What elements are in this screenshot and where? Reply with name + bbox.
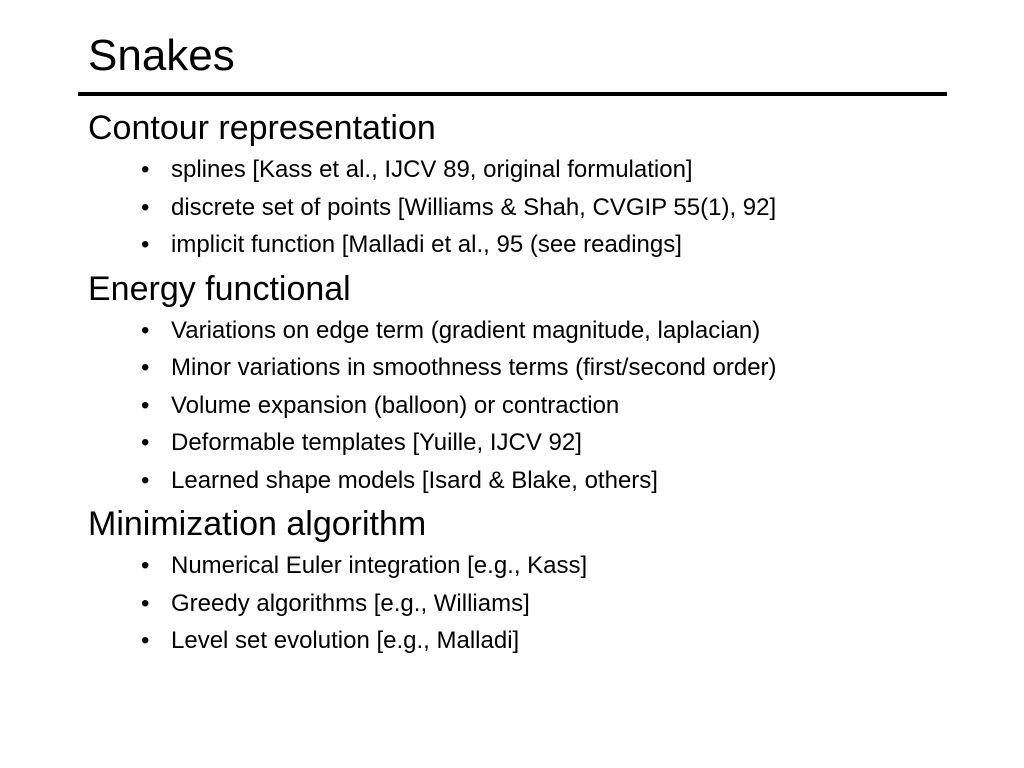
- list-item-text: Learned shape models [Isard & Blake, others]: [171, 466, 658, 494]
- bullet-dot-icon: •: [141, 231, 150, 258]
- bullet-list: [88, 547, 988, 660]
- bullet-dot-icon: •: [141, 429, 150, 456]
- list-item: [88, 189, 988, 227]
- bullet-list: [88, 151, 988, 264]
- section-heading: Energy functional: [88, 269, 351, 308]
- bullet-dot-icon: •: [141, 627, 150, 654]
- list-item-text: Deformable templates [Yuille, IJCV 92]: [171, 429, 582, 456]
- section-energy-functional: [88, 266, 988, 500]
- section-minimization-algorithm: [88, 501, 988, 660]
- list-item-text: Level set evolution [e.g., Malladi]: [171, 627, 520, 654]
- list-item-text: Variations on edge term (gradient magnitude, laplacian): [171, 316, 761, 344]
- list-item-text: Volume expansion (balloon) or contraction: [171, 391, 620, 419]
- list-item-text: implicit function [Malladi et al., 95 (see readings]: [171, 231, 682, 258]
- bullet-dot-icon: •: [141, 316, 150, 344]
- list-item: [88, 349, 988, 387]
- list-item: [88, 547, 988, 585]
- bullet-dot-icon: •: [141, 552, 150, 579]
- list-item: [88, 424, 988, 462]
- bullet-dot-icon: •: [141, 193, 150, 221]
- list-item: [88, 387, 988, 425]
- list-item: [88, 226, 988, 264]
- list-item: [88, 622, 988, 660]
- list-item: [88, 462, 988, 500]
- list-item: [88, 585, 988, 623]
- section-heading: Minimization algorithm: [88, 505, 427, 543]
- bullet-dot-icon: •: [141, 391, 150, 419]
- bullet-dot-icon: •: [141, 156, 150, 183]
- section-contour-representation: [88, 105, 988, 264]
- bullet-dot-icon: •: [141, 466, 150, 494]
- section-heading: Contour representation: [88, 109, 436, 147]
- list-item-text: Numerical Euler integration [e.g., Kass]: [171, 552, 588, 579]
- list-item-text: splines [Kass et al., IJCV 89, original formulation]: [171, 156, 693, 183]
- list-item-text: Minor variations in smoothness terms (first/second order): [171, 354, 777, 381]
- title-divider: [78, 92, 947, 96]
- list-item-text: discrete set of points [Williams & Shah, CVGIP 55(1), 92]: [171, 193, 777, 221]
- bullet-dot-icon: •: [141, 589, 150, 617]
- bullet-dot-icon: •: [141, 354, 150, 381]
- slide-content: [88, 105, 988, 662]
- slide-title: Snakes: [88, 31, 235, 80]
- list-item: [88, 312, 988, 350]
- bullet-list: [88, 312, 988, 500]
- list-item-text: Greedy algorithms [e.g., Williams]: [171, 589, 530, 617]
- list-item: [88, 151, 988, 189]
